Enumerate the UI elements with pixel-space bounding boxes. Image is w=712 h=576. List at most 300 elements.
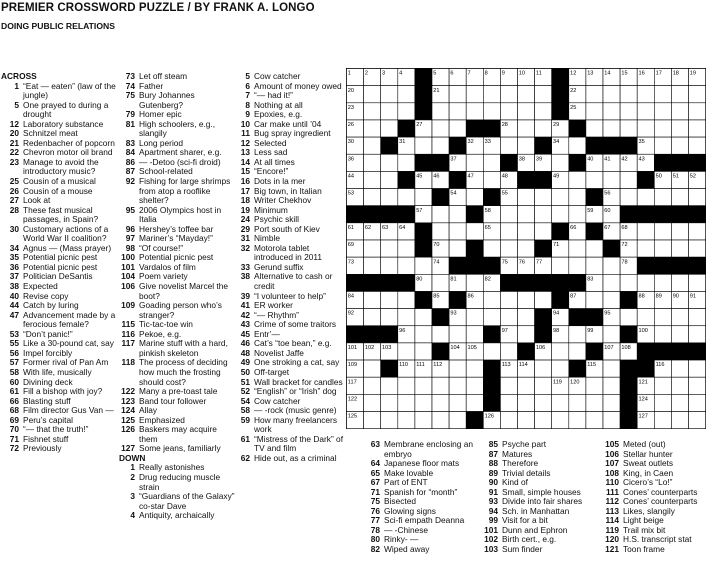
grid-cell[interactable] [415, 309, 432, 326]
grid-block [569, 154, 586, 171]
grid-cell[interactable] [689, 120, 706, 137]
grid-cell[interactable] [586, 120, 603, 137]
grid-cell[interactable] [364, 86, 381, 103]
grid-cell[interactable] [449, 103, 466, 120]
clue-number: 42 [240, 309, 250, 320]
grid-cell[interactable] [364, 120, 381, 137]
grid-block [518, 274, 535, 291]
clue-number: 80 [370, 534, 380, 544]
grid-block [398, 274, 415, 291]
grid-cell[interactable] [500, 377, 517, 394]
grid-cell[interactable] [381, 154, 398, 171]
grid-cell[interactable] [466, 189, 483, 206]
grid-cell[interactable] [500, 291, 517, 308]
grid-cell[interactable] [398, 343, 415, 360]
clue-item [236, 454, 346, 464]
grid-cell[interactable] [432, 394, 449, 411]
grid-cell[interactable] [483, 86, 500, 103]
grid-block [347, 326, 364, 343]
cell-number: 69 [347, 242, 355, 249]
grid-cell[interactable] [535, 360, 552, 377]
grid-cell[interactable] [654, 223, 671, 240]
grid-cell[interactable] [603, 257, 620, 274]
cell-number: 85 [433, 293, 440, 300]
grid-cell[interactable] [398, 154, 415, 171]
grid-cell[interactable] [535, 291, 552, 308]
grid-cell[interactable] [603, 120, 620, 137]
grid-cell[interactable] [364, 412, 381, 429]
grid-cell[interactable] [518, 223, 535, 240]
clue-text: Former rival of Pan Am [23, 357, 109, 368]
grid-cell[interactable] [449, 326, 466, 343]
grid-cell[interactable] [518, 189, 535, 206]
grid-cell[interactable] [415, 189, 432, 206]
grid-cell[interactable] [620, 171, 637, 188]
clue-number: 76 [370, 505, 380, 516]
grid-cell[interactable] [483, 343, 500, 360]
grid-cell[interactable] [620, 274, 637, 291]
grid-cell[interactable] [398, 240, 415, 257]
grid-cell[interactable] [449, 240, 466, 257]
grid-cell[interactable] [466, 309, 483, 326]
grid-cell[interactable] [449, 394, 466, 411]
grid-cell[interactable] [483, 171, 500, 188]
grid-cell[interactable] [398, 309, 415, 326]
grid-cell[interactable] [432, 274, 449, 291]
grid-cell[interactable] [398, 103, 415, 120]
grid-cell[interactable] [637, 120, 654, 137]
grid-cell[interactable] [535, 189, 552, 206]
clue-item [236, 225, 346, 235]
grid-cell[interactable] [449, 360, 466, 377]
grid-cell[interactable] [364, 240, 381, 257]
cell-number: 112 [433, 362, 443, 369]
grid-cell[interactable] [415, 137, 432, 154]
grid-canvas[interactable] [346, 68, 706, 429]
grid-cell[interactable] [671, 240, 688, 257]
grid-cell[interactable] [466, 154, 483, 171]
grid-cell[interactable] [500, 86, 517, 103]
clue-text: Like a 30-pound cat, say [23, 338, 114, 349]
clue-number: 44 [9, 300, 19, 311]
grid-cell[interactable] [689, 274, 706, 291]
grid-cell[interactable] [689, 360, 706, 377]
grid-cell[interactable] [518, 206, 535, 223]
grid-cell[interactable] [500, 412, 517, 429]
grid-cell[interactable] [483, 291, 500, 308]
grid-cell[interactable] [381, 240, 398, 257]
grid-cell[interactable] [671, 412, 688, 429]
grid-cell[interactable] [689, 137, 706, 154]
grid-cell[interactable] [398, 394, 415, 411]
grid-cell[interactable] [569, 412, 586, 429]
grid-block [620, 137, 637, 154]
grid-cell[interactable] [535, 412, 552, 429]
grid-cell[interactable] [620, 86, 637, 103]
grid-cell[interactable] [381, 257, 398, 274]
grid-cell[interactable] [398, 412, 415, 429]
grid-cell[interactable] [535, 377, 552, 394]
clue-number: 18 [240, 195, 250, 206]
grid-cell[interactable] [398, 377, 415, 394]
grid-cell[interactable] [586, 394, 603, 411]
grid-cell[interactable] [603, 103, 620, 120]
cell-number: 119 [553, 379, 562, 386]
grid-cell[interactable] [381, 412, 398, 429]
grid-cell[interactable] [500, 206, 517, 223]
grid-cell[interactable] [637, 240, 654, 257]
grid-cell[interactable] [518, 291, 535, 308]
grid-cell[interactable] [552, 189, 569, 206]
grid-cell[interactable] [569, 343, 586, 360]
grid-cell[interactable] [671, 86, 688, 103]
grid-cell[interactable] [415, 257, 432, 274]
grid-cell[interactable] [381, 120, 398, 137]
grid-cell[interactable] [603, 274, 620, 291]
grid-cell[interactable] [586, 240, 603, 257]
grid-cell[interactable] [381, 377, 398, 394]
grid-cell[interactable] [654, 137, 671, 154]
grid-cell[interactable] [364, 394, 381, 411]
grid-cell[interactable] [637, 274, 654, 291]
cell-number: 7 [467, 70, 471, 77]
grid-cell[interactable] [364, 103, 381, 120]
clue-number: 20 [9, 128, 19, 139]
clue-text: Peru’s capital [23, 414, 73, 425]
grid-cell[interactable] [586, 86, 603, 103]
grid-cell[interactable] [620, 103, 637, 120]
grid-cell[interactable] [654, 274, 671, 291]
grid-cell[interactable] [552, 412, 569, 429]
grid-cell[interactable] [398, 189, 415, 206]
grid-block [535, 137, 552, 154]
grid-cell[interactable] [689, 326, 706, 343]
grid-cell[interactable] [637, 189, 654, 206]
grid-cell[interactable] [518, 120, 535, 137]
grid-cell[interactable] [654, 326, 671, 343]
grid-cell[interactable] [552, 343, 569, 360]
cell-number: 65 [484, 224, 491, 231]
grid-cell[interactable] [381, 394, 398, 411]
clue-number: 74 [125, 80, 135, 91]
grid-block [654, 154, 671, 171]
grid-cell[interactable] [569, 240, 586, 257]
clue-text: Crime of some traitors [254, 319, 337, 330]
grid-block [432, 189, 449, 206]
grid-cell[interactable] [500, 103, 517, 120]
grid-cell[interactable] [432, 120, 449, 137]
clue-text: Trivial details [502, 467, 551, 478]
grid-cell[interactable] [432, 377, 449, 394]
clue-text: One stroking a cat, say [254, 357, 340, 368]
clue-text: Rinky- — [384, 534, 419, 544]
grid-cell[interactable] [671, 103, 688, 120]
grid-cell[interactable] [432, 412, 449, 429]
grid-cell[interactable] [552, 257, 569, 274]
grid-cell[interactable] [654, 377, 671, 394]
grid-cell[interactable] [671, 377, 688, 394]
grid-cell[interactable] [381, 103, 398, 120]
grid-cell[interactable] [603, 86, 620, 103]
clue-item [1, 206, 116, 225]
grid-cell[interactable] [586, 103, 603, 120]
cell-number: 2 [364, 70, 369, 77]
cell-number: 87 [570, 293, 577, 300]
grid-cell[interactable] [654, 412, 671, 429]
clue-text: Novelist Jaffe [254, 347, 304, 358]
grid-cell[interactable] [603, 291, 620, 308]
grid-cell[interactable] [483, 240, 500, 257]
cell-number: 20 [347, 87, 355, 94]
cell-number: 13 [587, 70, 594, 77]
clue-number: 38 [9, 281, 19, 292]
grid-cell[interactable] [466, 326, 483, 343]
grid-cell[interactable] [449, 412, 466, 429]
grid-cell[interactable] [637, 223, 654, 240]
grid-cell[interactable] [569, 326, 586, 343]
grid-cell[interactable] [432, 223, 449, 240]
grid-cell[interactable] [535, 103, 552, 120]
grid-cell[interactable] [552, 394, 569, 411]
grid-block [620, 291, 637, 308]
grid-cell[interactable] [518, 86, 535, 103]
grid-block [347, 206, 364, 223]
grid-cell[interactable] [535, 223, 552, 240]
grid-cell[interactable] [620, 120, 637, 137]
clue-text: Dots in la mer [254, 176, 306, 187]
grid-cell[interactable] [586, 171, 603, 188]
grid-cell[interactable] [689, 103, 706, 120]
grid-cell[interactable] [689, 394, 706, 411]
cell-number: 15 [621, 70, 628, 77]
grid-cell[interactable] [518, 240, 535, 257]
clue-text: — -Detoo (sci-fi droid) [139, 156, 221, 167]
grid-cell[interactable] [364, 360, 381, 377]
clue-text: Let off steam [139, 71, 188, 81]
grid-cell[interactable] [586, 257, 603, 274]
grid-cell[interactable] [364, 171, 381, 188]
grid-cell[interactable] [364, 154, 381, 171]
grid-cell[interactable] [432, 326, 449, 343]
grid-cell[interactable] [466, 103, 483, 120]
grid-cell[interactable] [603, 171, 620, 188]
grid-cell[interactable] [364, 309, 381, 326]
grid-cell[interactable] [398, 86, 415, 103]
grid-cell[interactable] [689, 240, 706, 257]
grid-cell[interactable] [586, 377, 603, 394]
grid-cell[interactable] [415, 343, 432, 360]
grid-block [552, 103, 569, 120]
grid-cell[interactable] [620, 309, 637, 326]
grid-cell[interactable] [449, 120, 466, 137]
grid-cell[interactable] [381, 291, 398, 308]
grid-cell[interactable] [689, 377, 706, 394]
grid-cell[interactable] [466, 274, 483, 291]
clue-text: Birth cert., e.g. [502, 534, 557, 544]
grid-cell[interactable] [500, 137, 517, 154]
grid-cell[interactable] [586, 291, 603, 308]
grid-cell[interactable] [654, 120, 671, 137]
cell-number: 104 [450, 345, 460, 351]
grid-cell[interactable] [552, 206, 569, 223]
grid-cell[interactable] [671, 274, 688, 291]
grid-cell[interactable] [671, 189, 688, 206]
grid-cell[interactable] [586, 412, 603, 429]
grid-block [449, 257, 466, 274]
grid-cell[interactable] [432, 103, 449, 120]
grid-block [569, 274, 586, 291]
grid-cell[interactable] [364, 189, 381, 206]
grid-cell[interactable] [603, 377, 620, 394]
grid-cell[interactable] [535, 206, 552, 223]
grid-cell[interactable] [500, 309, 517, 326]
grid-cell[interactable] [671, 120, 688, 137]
grid-cell[interactable] [552, 360, 569, 377]
grid-cell[interactable] [364, 377, 381, 394]
grid-cell[interactable] [569, 137, 586, 154]
clue-number: 114 [605, 515, 619, 525]
grid-cell[interactable] [500, 394, 517, 411]
grid-cell[interactable] [415, 377, 432, 394]
grid-cell[interactable] [671, 137, 688, 154]
clue-text: Visit for a bit [502, 515, 548, 525]
grid-cell[interactable] [689, 309, 706, 326]
grid-cell[interactable] [500, 223, 517, 240]
grid-cell[interactable] [415, 412, 432, 429]
grid-cell[interactable] [449, 206, 466, 223]
grid-cell[interactable] [398, 291, 415, 308]
grid-cell[interactable] [671, 309, 688, 326]
clue-number: 108 [605, 467, 619, 478]
grid-cell[interactable] [671, 223, 688, 240]
grid-cell[interactable] [518, 326, 535, 343]
grid-cell[interactable] [381, 171, 398, 188]
clue-text: H.S. transcript stat [623, 534, 692, 544]
cell-number: 11 [535, 70, 542, 77]
grid-cell[interactable] [381, 309, 398, 326]
grid-cell[interactable] [535, 120, 552, 137]
grid-block [432, 154, 449, 171]
cell-number: 108 [621, 345, 631, 351]
clue-text: “I volunteer to help” [254, 290, 326, 301]
grid-cell[interactable] [398, 257, 415, 274]
grid-cell[interactable] [518, 394, 535, 411]
grid-cell[interactable] [654, 394, 671, 411]
grid-cell[interactable] [483, 154, 500, 171]
grid-cell[interactable] [415, 326, 432, 343]
grid-cell[interactable] [689, 223, 706, 240]
grid-cell[interactable] [483, 309, 500, 326]
grid-cell[interactable] [500, 240, 517, 257]
grid-cell[interactable] [654, 309, 671, 326]
grid-cell[interactable] [483, 103, 500, 120]
cell-number: 91 [689, 293, 697, 300]
grid-cell[interactable] [518, 103, 535, 120]
grid-cell[interactable] [603, 326, 620, 343]
grid-cell[interactable] [689, 189, 706, 206]
grid-cell[interactable] [637, 86, 654, 103]
grid-cell[interactable] [654, 103, 671, 120]
clue-text: Port south of Kiev [254, 223, 320, 234]
grid-cell[interactable] [671, 360, 688, 377]
clue-text: Therefore [502, 458, 539, 468]
clue-text: Long period [139, 137, 184, 148]
grid-cell[interactable] [381, 189, 398, 206]
clue-text: Apartment sharer, e.g. [139, 147, 222, 158]
grid-cell[interactable] [671, 326, 688, 343]
cell-number: 63 [382, 224, 389, 231]
grid-cell[interactable] [689, 86, 706, 103]
clue-number: 52 [240, 386, 250, 397]
clue-text: Drug reducing muscle strain [139, 471, 221, 492]
grid-block [398, 120, 415, 137]
grid-cell[interactable] [637, 309, 654, 326]
clue-text: Car make until ’04 [254, 118, 322, 129]
crossword-grid[interactable] [346, 68, 706, 429]
grid-cell[interactable] [671, 394, 688, 411]
grid-cell[interactable] [518, 309, 535, 326]
grid-cell[interactable] [449, 223, 466, 240]
grid-cell[interactable] [432, 206, 449, 223]
clue-number: 83 [125, 137, 135, 148]
grid-cell[interactable] [466, 86, 483, 103]
grid-cell[interactable] [689, 412, 706, 429]
grid-block [654, 343, 671, 360]
clue-text: Poem variety [139, 271, 188, 282]
grid-cell[interactable] [415, 394, 432, 411]
grid-cell[interactable] [654, 240, 671, 257]
grid-cell[interactable] [603, 412, 620, 429]
grid-cell[interactable] [364, 291, 381, 308]
grid-cell[interactable] [466, 394, 483, 411]
grid-cell[interactable] [518, 412, 535, 429]
grid-cell[interactable] [569, 206, 586, 223]
grid-cell[interactable] [432, 137, 449, 154]
grid-cell[interactable] [569, 394, 586, 411]
grid-cell[interactable] [654, 86, 671, 103]
grid-cell[interactable] [466, 360, 483, 377]
clue-number: 67 [370, 477, 380, 487]
grid-cell[interactable] [569, 189, 586, 206]
grid-block [466, 120, 483, 137]
grid-cell[interactable] [603, 360, 620, 377]
grid-cell[interactable] [620, 189, 637, 206]
grid-cell[interactable] [449, 377, 466, 394]
clue-number: 34 [9, 242, 19, 253]
grid-cell[interactable] [518, 137, 535, 154]
grid-cell[interactable] [466, 223, 483, 240]
grid-cell[interactable] [552, 154, 569, 171]
grid-cell[interactable] [637, 103, 654, 120]
grid-cell[interactable] [569, 171, 586, 188]
grid-cell[interactable] [449, 86, 466, 103]
cell-number: 28 [501, 122, 508, 129]
grid-cell[interactable] [603, 394, 620, 411]
grid-cell[interactable] [364, 257, 381, 274]
grid-cell[interactable] [364, 137, 381, 154]
grid-cell[interactable] [535, 86, 552, 103]
grid-cell[interactable] [466, 377, 483, 394]
clue-text: Chevron motor oil brand [23, 147, 113, 158]
grid-cell[interactable] [500, 343, 517, 360]
grid-cell[interactable] [654, 189, 671, 206]
grid-cell[interactable] [569, 257, 586, 274]
grid-cell[interactable] [381, 86, 398, 103]
clue-number: 2 [130, 471, 135, 482]
grid-cell[interactable] [518, 377, 535, 394]
grid-cell[interactable] [535, 394, 552, 411]
clue-number: 17 [240, 185, 250, 196]
